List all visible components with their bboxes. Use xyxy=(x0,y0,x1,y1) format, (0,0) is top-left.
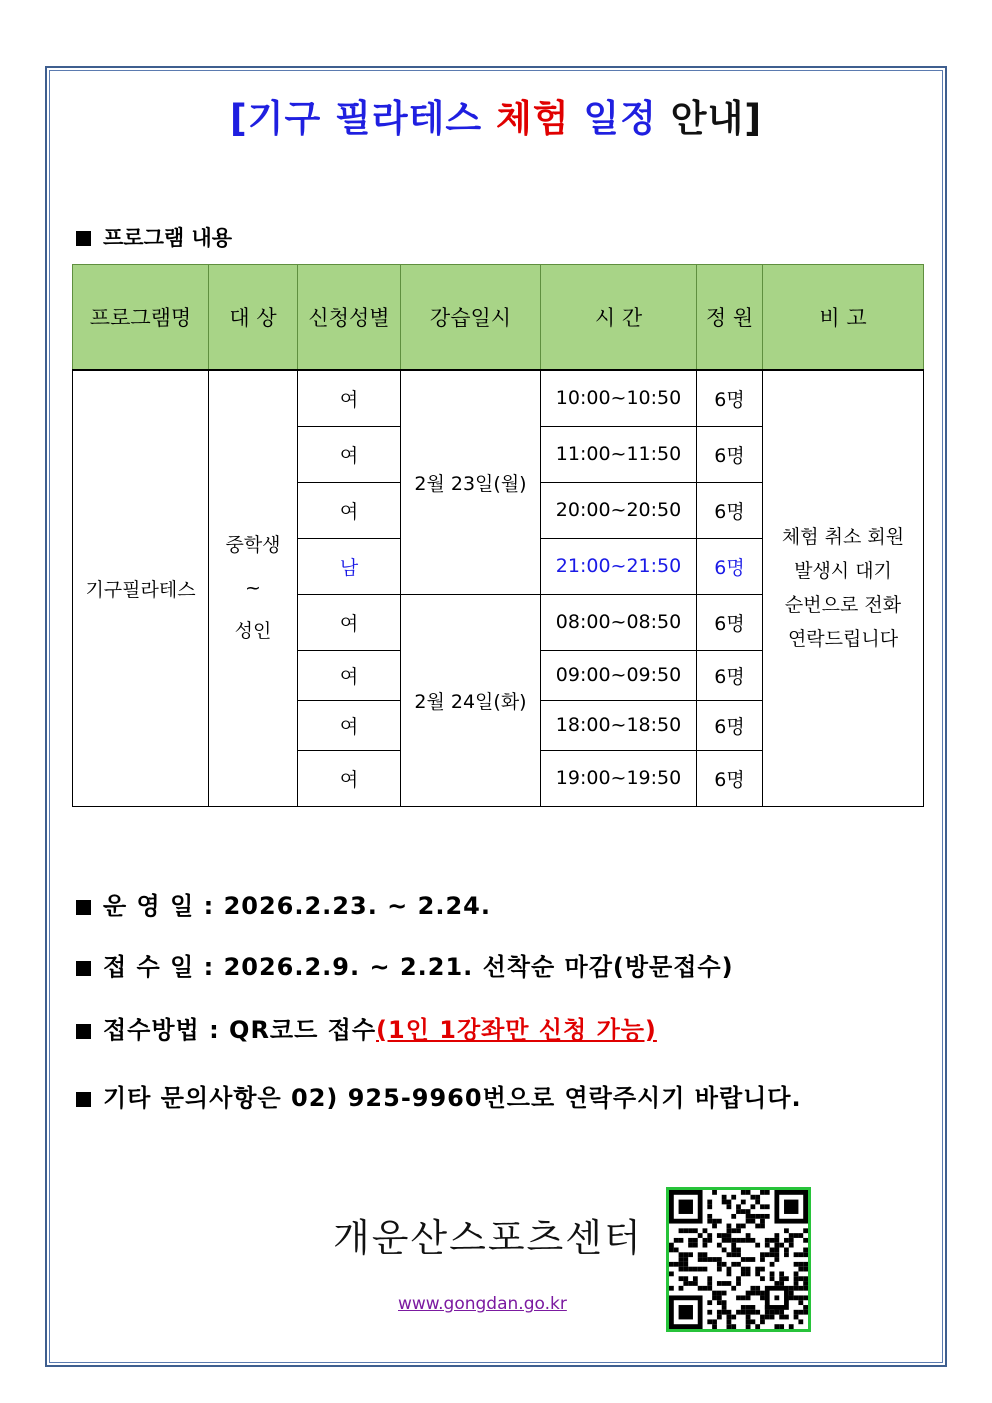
center-name: 개운산스포츠센터 xyxy=(333,1216,643,1260)
square-bullet-icon xyxy=(76,1024,91,1039)
note-cell xyxy=(763,370,924,806)
time-cell: 09:00~09:50 xyxy=(541,650,697,700)
website-link[interactable]: www.gongdan.go.kr xyxy=(398,1294,567,1314)
time-cell: 19:00~19:50 xyxy=(541,750,697,806)
title-part-1: [기구 필라테스 xyxy=(229,97,483,140)
capacity-cell: 6명 xyxy=(697,594,763,650)
time-cell: 10:00~10:50 xyxy=(541,370,697,426)
gender-cell: 여 xyxy=(298,594,401,650)
note-line: 순번으로 전화 xyxy=(784,594,902,617)
gender-cell: 여 xyxy=(298,650,401,700)
time-cell: 18:00~18:50 xyxy=(541,700,697,750)
reception-dates-text: 접 수 일 : 2026.2.9. ~ 2.21. 선착순 마감(방문접수) xyxy=(103,953,734,981)
contact-info-text: 기타 문의사항은 02) 925-9960번으로 연락주시기 바랍니다. xyxy=(103,1084,802,1112)
title-part-2: 체험 xyxy=(495,97,570,140)
gender-cell: 여 xyxy=(298,370,401,426)
program-table xyxy=(72,264,924,807)
reception-method-text: 접수방법 : QR코드 접수 xyxy=(103,1016,377,1044)
header-cell: 대 상 xyxy=(209,265,298,371)
gender-cell: 남 xyxy=(298,538,401,594)
operation-dates xyxy=(76,886,491,921)
capacity-cell: 6명 xyxy=(697,750,763,806)
gender-cell: 여 xyxy=(298,426,401,482)
reception-method xyxy=(76,1010,657,1045)
qr-code xyxy=(666,1187,811,1332)
target-line: 성인 xyxy=(234,619,272,642)
header-cell: 시 간 xyxy=(541,265,697,371)
table-row xyxy=(73,370,924,426)
capacity-cell: 6명 xyxy=(697,650,763,700)
gender-cell: 여 xyxy=(298,482,401,538)
square-bullet-icon xyxy=(76,231,91,246)
square-bullet-icon xyxy=(76,1092,91,1107)
target-line: 중학생 xyxy=(225,533,281,556)
note-line: 체험 취소 회원 xyxy=(781,526,905,549)
square-bullet-icon xyxy=(76,961,91,976)
section-heading-label: 프로그램 내용 xyxy=(103,226,233,250)
target-line: ~ xyxy=(245,576,261,599)
section-heading xyxy=(76,222,232,252)
note-line: 연락드립니다 xyxy=(787,628,899,651)
target-cell xyxy=(209,370,298,806)
reception-method-highlight: (1인 1강좌만 신청 가능) xyxy=(376,1016,657,1044)
qr-code-icon xyxy=(669,1190,808,1329)
title-part-3: 일정 xyxy=(583,97,657,140)
gender-cell: 여 xyxy=(298,750,401,806)
page-title xyxy=(0,88,992,142)
date-cell: 2월 23일(월) xyxy=(401,370,541,594)
table-header-row xyxy=(73,265,924,371)
header-cell: 강습일시 xyxy=(401,265,541,371)
capacity-cell: 6명 xyxy=(697,482,763,538)
capacity-cell: 6명 xyxy=(697,700,763,750)
gender-cell: 여 xyxy=(298,700,401,750)
header-cell: 프로그램명 xyxy=(73,265,209,371)
time-cell: 20:00~20:50 xyxy=(541,482,697,538)
date-cell: 2월 24일(화) xyxy=(401,594,541,806)
note-line: 발생시 대기 xyxy=(794,560,892,583)
header-cell: 신청성별 xyxy=(298,265,401,371)
title-part-4: 안내] xyxy=(670,97,763,140)
reception-dates xyxy=(76,947,734,982)
contact-info xyxy=(76,1078,802,1113)
capacity-cell: 6명 xyxy=(697,538,763,594)
capacity-cell: 6명 xyxy=(697,426,763,482)
square-bullet-icon xyxy=(76,900,91,915)
header-cell: 정 원 xyxy=(697,265,763,371)
program-name-cell: 기구필라테스 xyxy=(73,370,209,806)
time-cell: 08:00~08:50 xyxy=(541,594,697,650)
operation-dates-text: 운 영 일 : 2026.2.23. ~ 2.24. xyxy=(103,892,491,920)
capacity-cell: 6명 xyxy=(697,370,763,426)
header-cell: 비 고 xyxy=(763,265,924,371)
time-cell: 11:00~11:50 xyxy=(541,426,697,482)
time-cell: 21:00~21:50 xyxy=(541,538,697,594)
